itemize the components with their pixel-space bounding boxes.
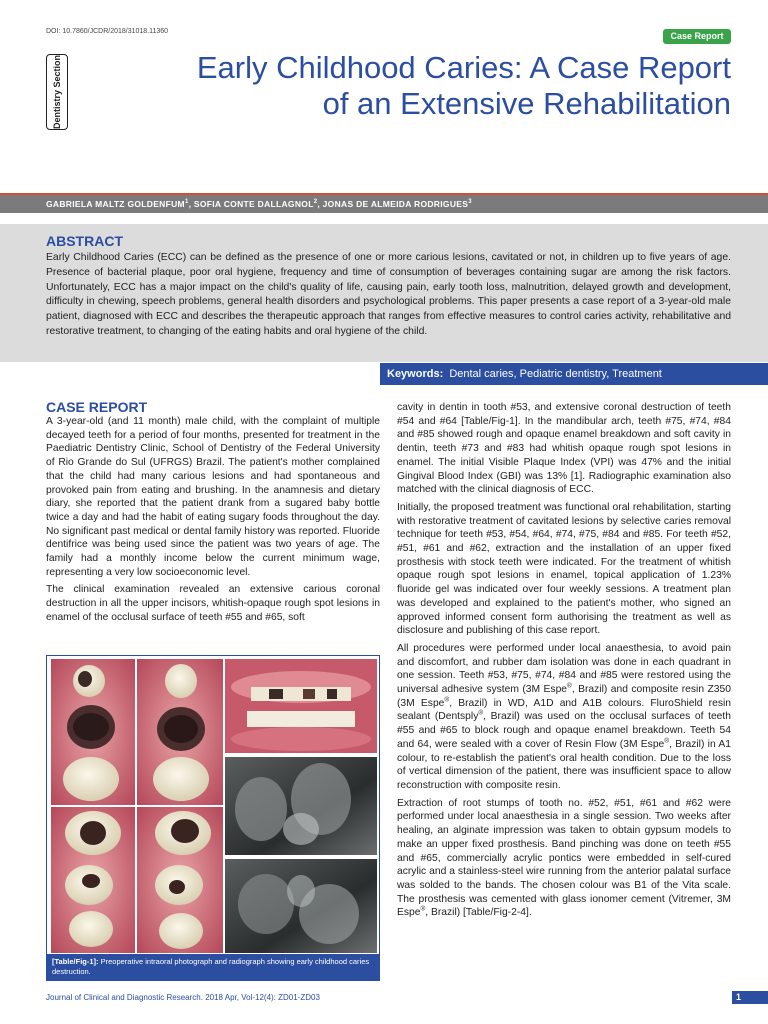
author-1-affil: 1	[184, 199, 189, 206]
journal-footer: Journal of Clinical and Diagnostic Research. 2018 Apr, Vol-12(4): ZD01-ZD03	[46, 993, 320, 1002]
right-paragraph-2: Initially, the proposed treatment was functional oral rehabilitation, starting with restorative treatment of cavitated lesions by selective caries removal technique for teeth #53, #54, #64, #74, #75, #84 and #85. For teeth #52, #51, #61 and #62, extraction and the installation of an upper fixed prosthesis with stock teeth were indicated. For the treatment of whitish opaque rough spot lesions in enamel, topical application of 1.23% fluoride gel was indicated over four weekly sessions. A treatment plan was developed and explained to the patient's mother, who signed an approved informed consent form authorising the treatment as well as disclosure and publishing of this case report.	[397, 501, 731, 637]
registered-mark: ®	[664, 737, 670, 745]
authors-bar	[0, 193, 768, 213]
authors-list	[46, 199, 472, 209]
article-title	[111, 50, 731, 122]
case-report-heading: CASE REPORT	[46, 399, 148, 415]
figure-caption-text: Preoperative intraoral photograph and radiograph showing early childhood caries destruction.	[52, 957, 370, 976]
registered-mark: ®	[567, 682, 572, 690]
text-run: , Brazil) and composite resin Z350 (3M Espe	[397, 684, 731, 709]
title-line-1: Early Childhood Caries: A Case Report	[196, 50, 731, 85]
figure-caption	[47, 954, 379, 980]
abstract-text: Early Childhood Caries (ECC) can be defined as the presence of one or more carious lesions, cavitated or not, in children up to five years of age. Presence of bacterial plaque, poor oral hygiene, frequency and time of consumption of beverages containing sugar are among the risk factors. Unfortunately, ECC has a major impact on the child's quality of life, causing pain, early tooth loss, malnutrition, delayed growth and development, difficulty in chewing, speech problems, general health disorders and psychological problems. This paper presents a case report of a 3-year-old male patient, diagnosed with ECC and describes the therapeutic approach that ranges from effective measures to control caries activity, rehabilitative and restorative treatment, to changing of the eating habits and oral hygiene of the child.	[46, 252, 731, 337]
section-label: Dentistry Section	[52, 54, 62, 130]
text-run: Extraction of root stumps of tooth no. #52, #51, #61 and #62 were performed under local anaesthesia in a single session. Two weeks after healing, an alginate impression was taken to obtain gypsum models to make an upper fixed prosthesis. Band pinching was done on teeth #55 and #65, commercially acrylic pontics were embedded in self-cured acrylic and a stainless-steel wire running from the anterior palatal surface was solded to the bands. The chosen colour was B1 of the Vita scale. The prosthesis was cemented with glass ionomer cement (Vitremer, 3M Espe	[397, 797, 731, 919]
case-paragraph-2: The clinical examination revealed an extensive carious coronal destruction in all the upper incisors, whitish-opaque rough spot lesions in enamel of the occlusal surface of teeth #55 and #65, soft	[46, 584, 380, 623]
article-type-badge: Case Report	[663, 29, 731, 44]
text-run: , Brazil) was used on the occlusal surfaces of teeth #55 and #65 to block rough and opaque enamel breakdown. Teeth 54 and 64, were sealed with a cover of Resin Flow (3M Espe	[397, 711, 731, 750]
right-paragraph-3	[397, 642, 731, 793]
abstract-heading: ABSTRACT	[46, 233, 123, 249]
figure-1	[46, 655, 380, 981]
text-run: All procedures were performed under local anaesthesia, to avoid pain and discomfort, and rubber dam isolation was done in each quadrant in one session. Teeth #53, #75, #74, #84 and #85 were restored using the universal adhesive system (3M Espe	[397, 642, 731, 696]
author-3: , JONAS DE ALMEIDA RODRIGUES	[317, 199, 469, 209]
figure-label: [Table/Fig-1]:	[52, 957, 99, 966]
right-paragraph-1: cavity in dentin in tooth #53, and extensive coronal destruction of teeth #54 and #64 [Table/Fig-1]. In the mandibular arch, teeth #75, #74, #84 and #85 showed rough and opaque enamel breakdown and soft cavity in dentin, teeth #73 and #83 had whitish opaque rough spot lesions in enamel. The initial Visible Plaque Index (VPI) was 47% and the initial Gingival Blood Index (GBI) was 13% [1]. Radiographic examination also matched with the clinical diagnosis of ECC.	[397, 402, 731, 496]
right-paragraph-4	[397, 797, 731, 920]
doi-text: DOI: 10.7860/JCDR/2018/31018.11360	[46, 28, 169, 35]
title-line-2: of an Extensive Rehabilitation	[322, 86, 731, 121]
text-run: , Brazil) [Table/Fig-2-4].	[425, 907, 532, 919]
author-2: , SOFIA CONTE DALLAGNOL	[188, 199, 314, 209]
author-3-affil: 3	[468, 199, 472, 206]
text-run: , Brazil) in WD, A1D and A1B colours. FluroShield resin sealant (Dentsply	[397, 697, 731, 723]
registered-mark: ®	[478, 710, 484, 718]
right-column	[397, 401, 731, 924]
keywords-label: Keywords:	[387, 368, 444, 380]
section-tab	[46, 54, 68, 130]
case-paragraph-1: A 3-year-old (and 11 month) male child, with the complaint of multiple decayed teeth for a period of four months, presented for treatment in the Paediatric Dentistry Clinic, School of Dentistry of the Federal University of Rio Grande do Sul (UFRGS) Brazil. The patient's mother complained that the child had many carious lesions and had spontaneous and provoked pain from eating and brushing. In the anamnesis and dietary diary, she reported that the patient drank from a sugared baby bottle twice a day and had the habit of eating sugary foods throughout the day. No significant past medical or dental family history was reported. Fluoride dentifrice was being used since the patient was two years of age. The family had a monthly income below the current minimum wage, representing a very low socioeconomic level.	[46, 416, 380, 578]
clinical-photo-collage	[51, 659, 377, 953]
keywords-text: Dental caries, Pediatric dentistry, Treatment	[449, 368, 662, 380]
registered-mark: ®	[420, 905, 426, 913]
author-1: GABRIELA MALTZ GOLDENFUM	[46, 199, 185, 209]
text-run: , Brazil) in A1 colour, to re-establish the patient's oral health condition. Due to the loss of vertical dimension of the patient, there was insufficient space to allow reconstruction with composite resin.	[397, 738, 731, 791]
author-2-affil: 2	[313, 199, 318, 206]
abstract-box	[0, 224, 768, 362]
registered-mark: ®	[444, 696, 450, 704]
keywords-bar	[380, 363, 768, 385]
page-number: 1	[732, 991, 768, 1004]
left-column	[46, 415, 380, 629]
